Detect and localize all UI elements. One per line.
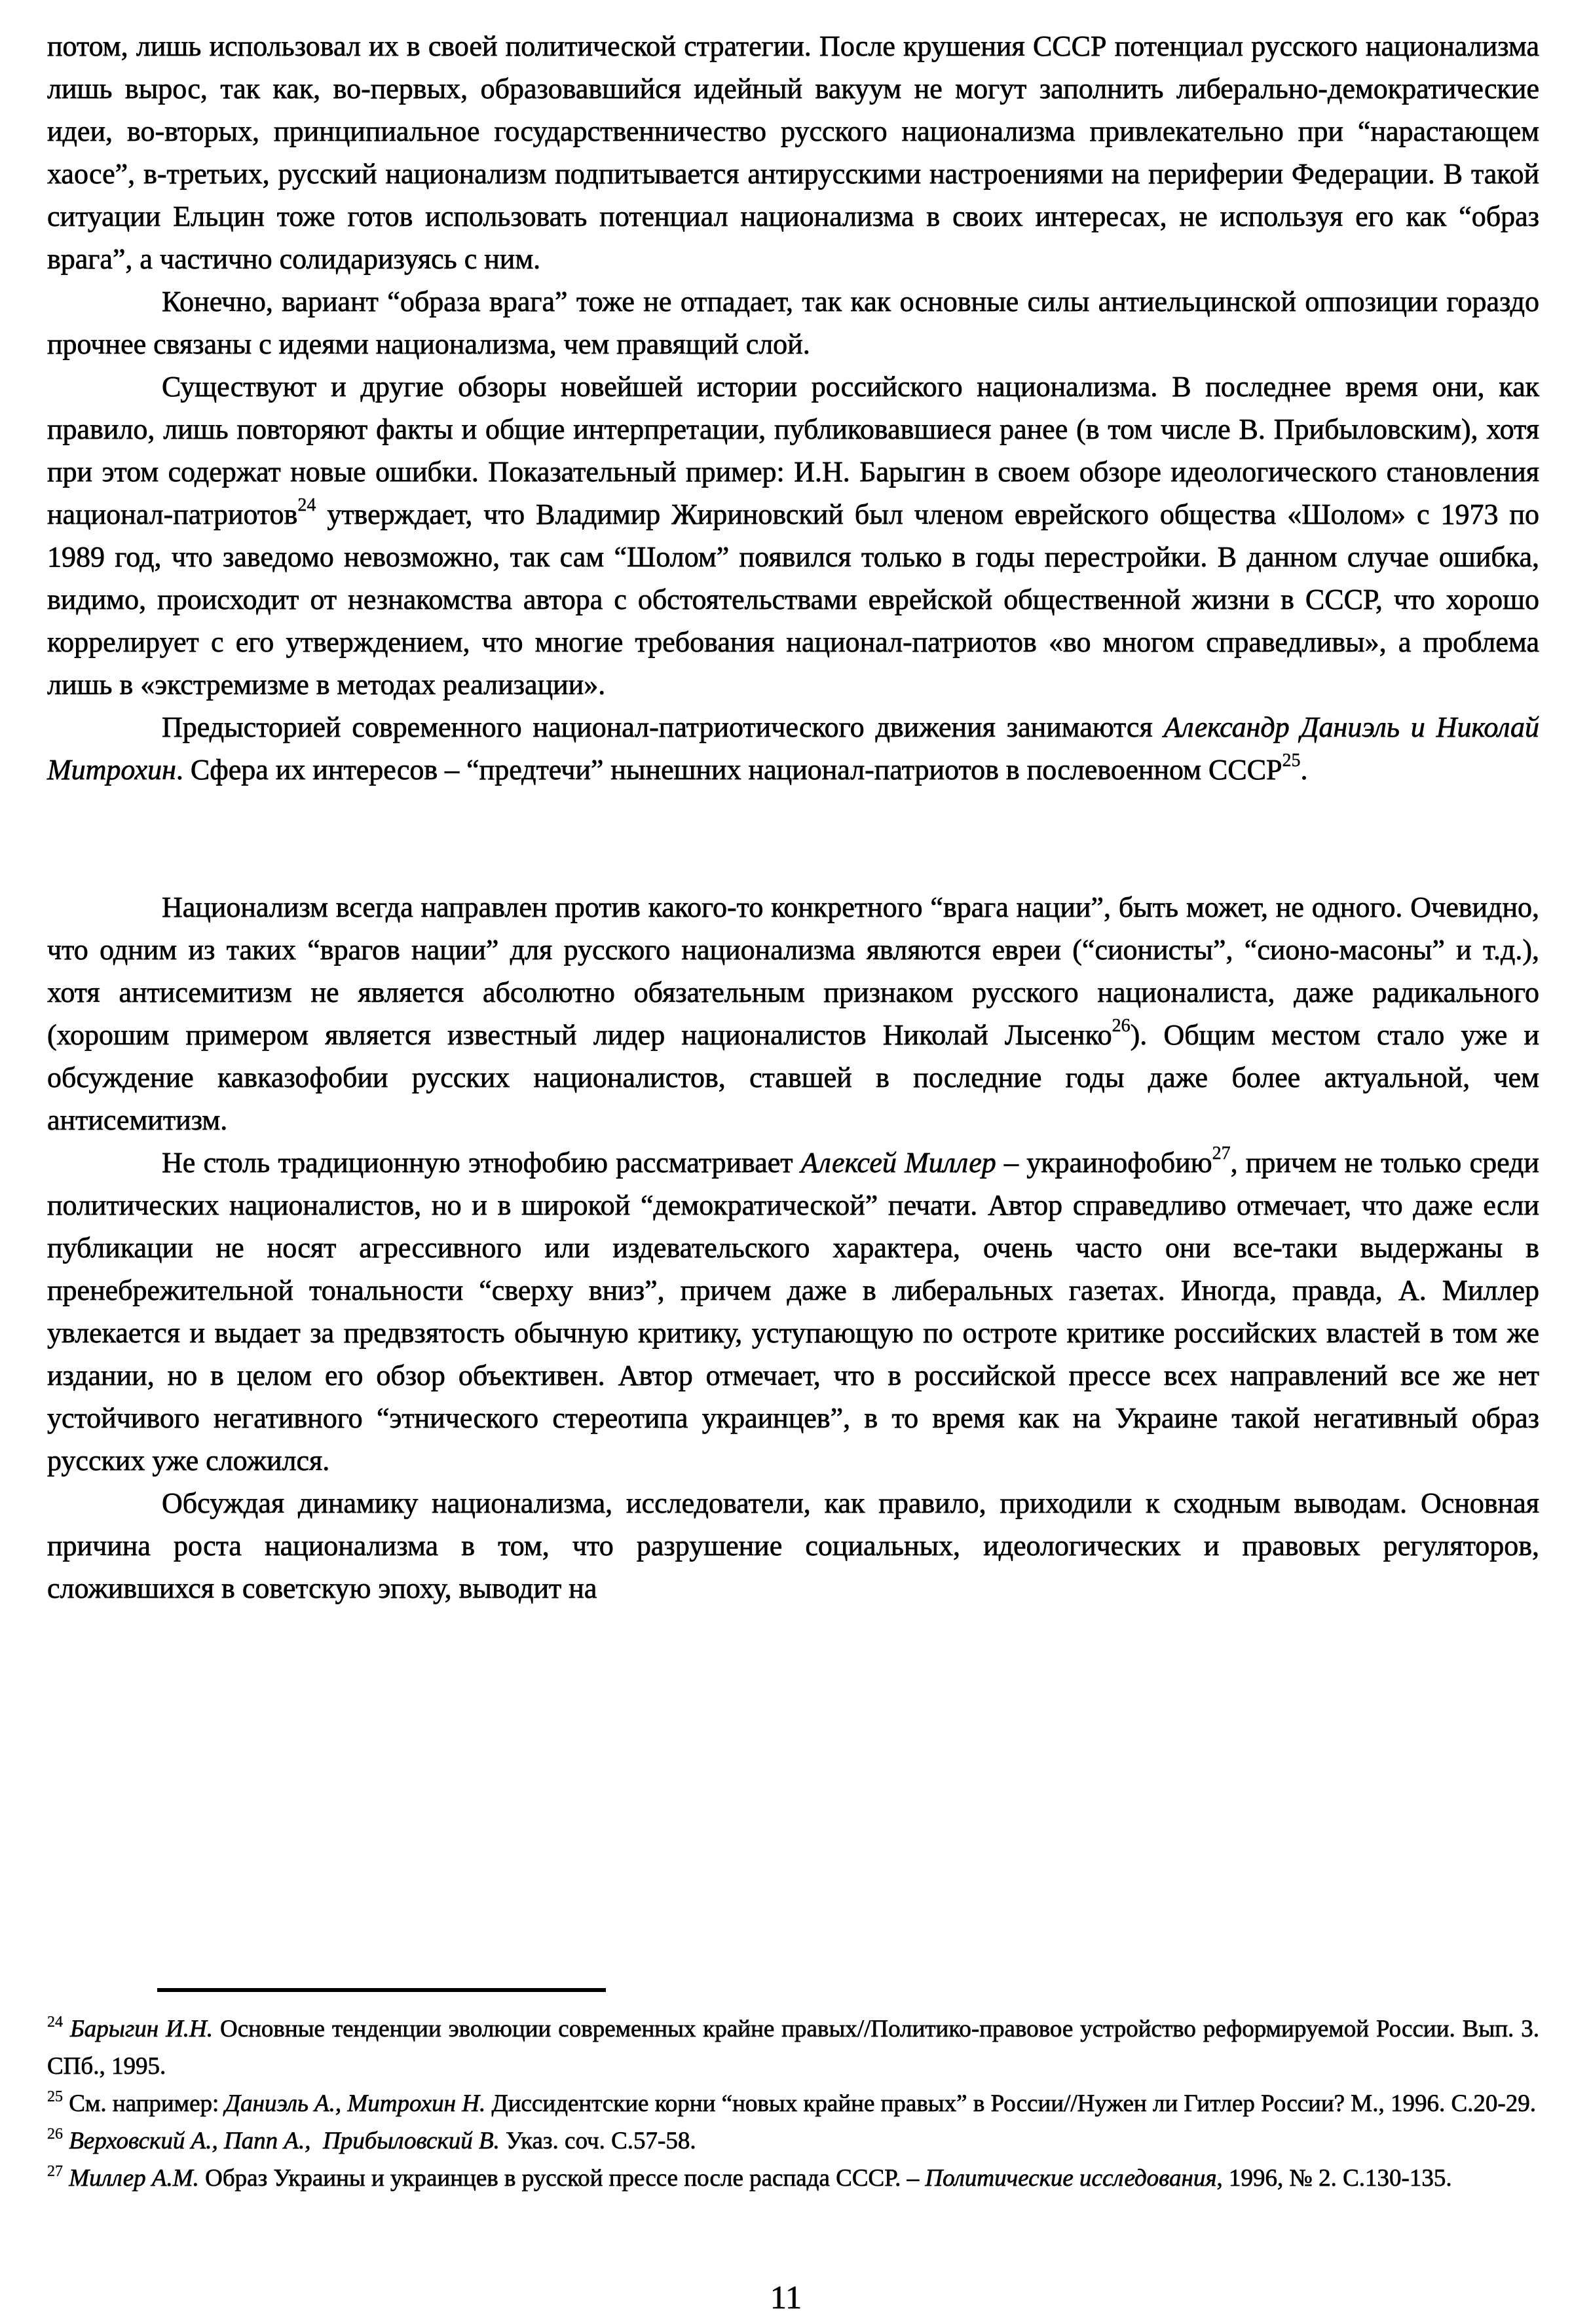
author-names-run: Барыгин И.Н. — [63, 2016, 214, 2042]
text-run: Предысторией современного национал-патриотического движения занимаются — [162, 711, 1164, 743]
footnote-reference-27: 27 — [1212, 1143, 1231, 1164]
text-run: Диссидентские корни “новых крайне правых” в России//Нужен ли Гитлер России? М., 1996. С.20-29. — [485, 2090, 1536, 2117]
paragraph-7 — [47, 1482, 1539, 1610]
author-names-run: Верховский А., Папп А., Прибыловский В. — [63, 2128, 500, 2154]
paragraph-3 — [47, 365, 1539, 706]
footnote-26 — [47, 2122, 1539, 2160]
footnotes-section — [47, 2010, 1539, 2197]
footnote-number: 27 — [47, 2163, 63, 2180]
footnote-reference-26: 26 — [1112, 1016, 1131, 1036]
text-run: Конечно, вариант “образа врага” тоже не отпадает, так как основные силы антиельцинской оппозиции гораздо прочнее связаны с идеями национализма, чем правящий слой. — [47, 286, 1539, 360]
text-run: – украинофобию — [996, 1147, 1212, 1179]
text-run: . — [1300, 754, 1308, 786]
text-run: Образ Украины и украинцев в русской прессе после распада СССР. – — [198, 2165, 926, 2192]
author-names-run: Миллер А.М. — [63, 2165, 199, 2192]
footnote-separator — [157, 1988, 606, 1992]
text-run: Обсуждая динамику национализма, исследователи, как правило, приходили к сходным выводам. Основная причина роста национализма в том, что разрушение социальных, идеологических и правовых регуляторов, сложившихся в советскую эпоху, выводит на — [47, 1487, 1539, 1604]
footnote-25 — [47, 2085, 1539, 2122]
text-run: Указ. соч. С.57-58. — [499, 2128, 696, 2154]
text-run: , причем не только среди политических националистов, но и в широкой “демократической” печати. Автор справедливо отмечает, что даже если публикации не носят агрессивного или издевательского характера, очень часто они все-таки выдержаны в пренебрежительной тональности “сверху вниз”, причем даже в либеральных газетах. Иногда, правда, А. Миллер увлекается и выдает за предвзятость обычную критику, уступающую по остроте критике российских властей в том же издании, но в целом его обзор объективен. Автор отмечает, что в российской прессе всех направлений все же нет устойчивого негативного “этнического стереотипа украинцев”, в то время как на Украине такой негативный образ русских уже сложился. — [47, 1147, 1539, 1477]
text-run: утверждает, что Владимир Жириновский был членом еврейского общества «Шолом» с 1973 по 1989 год, что заведомо невозможно, так сам “Шолом” появился только в годы перестройки. В данном случае ошибка, видимо, происходит от незнакомства автора с обстоятельствами еврейской общественной жизни в СССР, что хорошо коррелирует с его утверждением, что многие требования национал-патриотов «во многом справедливы», а проблема лишь в «экстремизме в методах реализации». — [47, 498, 1539, 701]
page-body-text — [47, 25, 1539, 1610]
paragraph-1 — [47, 25, 1539, 280]
text-run: Не столь традиционную этнофобию рассматривает — [162, 1147, 801, 1179]
text-run: Существуют и другие обзоры новейшей истории российского национализма. В последнее время они, как правило, лишь повторяют факты и общие интерпретации, публиковавшиеся ранее (в том числе В. Прибыловским), хотя при этом содержат новые ошибки. Показательный пример: И.Н. Барыгин в своем обзоре идеологического становления национал-патриотов — [47, 371, 1539, 530]
text-run: Национализм всегда направлен против какого-то конкретного “врага нации”, быть может, не одного. Очевидно, что одним из таких “врагов нации” для русского национализма являются евреи (“сионисты”, “сионо-масоны” и т.д.), хотя антисемитизм не является абсолютно обязательным признаком русского националиста, даже радикального (хорошим примером является известный лидер националистов Николай Лысенко — [47, 891, 1539, 1051]
text-run: , 1996, № 2. С.130-135. — [1216, 2165, 1452, 2192]
text-run: Основные тенденции эволюции современных крайне правых//Политико-правовое устройство реформируемой России. Вып. 3. СПб., 1995. — [47, 2016, 1539, 2080]
paragraph-6 — [47, 1141, 1539, 1482]
footnote-number: 26 — [47, 2126, 63, 2143]
text-run: См. например: — [63, 2090, 225, 2117]
text-run: ). Общим местом стало уже и обсуждение кавказофобии русских националистов, ставшей в последние годы даже более актуальной, чем антисемитизм. — [47, 1019, 1539, 1136]
paragraph-2 — [47, 280, 1539, 365]
text-run: . Сфера их интересов – “предтечи” нынешних национал-патриотов в послевоенном СССР — [176, 754, 1282, 786]
footnote-reference-25: 25 — [1282, 750, 1301, 771]
footnote-number: 25 — [47, 2088, 63, 2105]
footnote-reference-24: 24 — [297, 495, 316, 515]
text-run: потом, лишь использовал их в своей политической стратегии. После крушения СССР потенциал русского национализма лишь вырос, так как, во-первых, образовавшийся идейный вакуум не могут заполнить либерально-демократические идеи, во-вторых, принципиальное государственничество русского национализма привлекательно при “нарастающем хаосе”, в-третьих, русский национализм подпитывается антирусскими настроениями на периферии Федерации. В такой ситуации Ельцин тоже готов использовать потенциал национализма в своих интересах, не используя его как “образ врага”, а частично солидаризуясь с ним. — [47, 30, 1539, 275]
author-names-run: Алексей Миллер — [800, 1147, 996, 1179]
journal-title-run: Политические исследования — [925, 2165, 1217, 2192]
page-number: 11 — [770, 2279, 802, 2315]
author-names-run: Даниэль А., Митрохин Н. — [225, 2090, 486, 2117]
author-names-run: Александр Даниэль и Николай Митрохин — [47, 711, 1539, 786]
paragraph-4 — [47, 706, 1539, 791]
footnote-24 — [47, 2010, 1539, 2085]
footnote-27 — [47, 2160, 1539, 2197]
footnote-number: 24 — [47, 2014, 63, 2031]
paragraph-5 — [47, 886, 1539, 1141]
